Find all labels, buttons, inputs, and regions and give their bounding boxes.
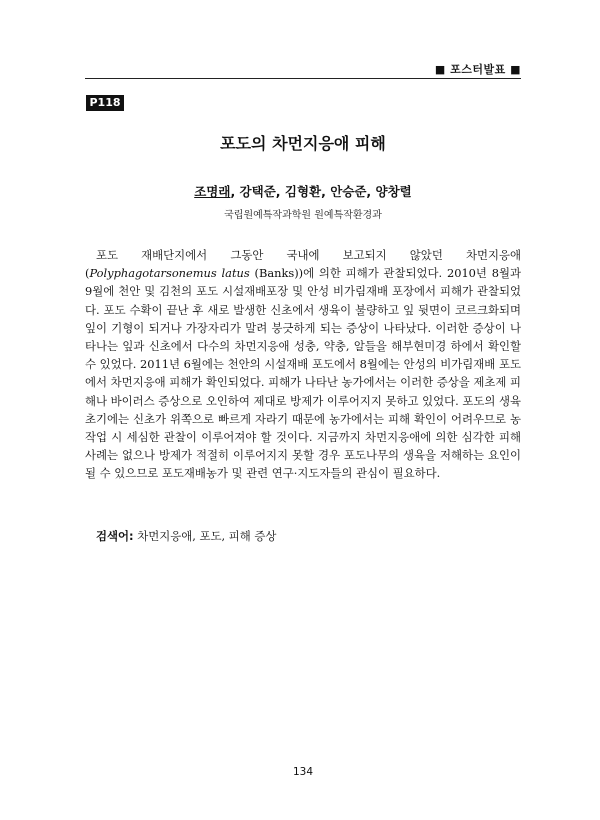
affiliation: 국립원예특작과학원 원예특작환경과 bbox=[224, 210, 382, 221]
section-header bbox=[85, 60, 521, 79]
abstract-text-part2: (Banks))에 의한 피해가 관찰되었다. 2010년 8월과 9월에 천안 및 김천의 포도 시설재배포장 및 안성 비가림재배 포장에서 피해가 관찰되었다. 포도 수확이 끝난 후 새로 발생한 신초에서 생육이 불량하고 잎 뒷면이 코르크화되며 잎이 기형이 되거나 가장자리가 말려 붕긋하게 되는 증상이 나타났다. 이러한 증상이 나타나는 잎과 신초에서 다수의 차먼지응애 성충, 약충, 알들을 해부현미경 하에서 확인할 수 있었다. 2011년 6월에는 천안의 시설재배 포도에서 8월에는 안성의 비가림재배 포도에서 차먼지응애 피해가 확인되었다. 피해가 나타난 농가에서는 이러한 증상을 제초제 피해나 바이러스 증상으로 오인하여 제대로 방제가 이루어지지 못하고 있었다. 포도의 생육 초기에는 신초가 위쪽으로 빠르게 자라기 때문에 농가에서는 피해 확인이 어려우므로 농작업 시 세심한 관찰이 이루어져야 할 것이다. 지금까지 차먼지응애에 의한 심각한 피해 사례는 없으나 방제가 적절히 이루어지지 못할 경우 포도나무의 생육을 저해하는 요인이 될 수 있으므로 포도재배농가 및 관련 연구·지도자들의 관심이 필요하다. bbox=[85, 266, 521, 481]
paper-title: 포도의 차먼지응애 피해 bbox=[220, 134, 386, 153]
page-number: 134 bbox=[292, 766, 314, 778]
abstract-body bbox=[85, 246, 521, 483]
keywords-line bbox=[96, 528, 276, 544]
keywords-label: 검색어: bbox=[96, 529, 134, 543]
poster-number-badge: P118 bbox=[86, 95, 124, 111]
author-list bbox=[85, 182, 521, 200]
first-author: 조명래 bbox=[194, 184, 231, 199]
abstract-text-part1: 포도 재배단지에서 그동안 국내에 보고되지 않았던 차먼지응애 ( bbox=[85, 248, 521, 281]
keywords-terms: 차먼지응애, 포도, 피해 증상 bbox=[133, 529, 277, 543]
species-name: Polyphagotarsonemus latus bbox=[89, 266, 250, 281]
section-label: ■ 포스터발표 ■ bbox=[434, 63, 521, 76]
co-authors: , 강택준, 김형환, 안승준, 양창렬 bbox=[230, 184, 412, 199]
